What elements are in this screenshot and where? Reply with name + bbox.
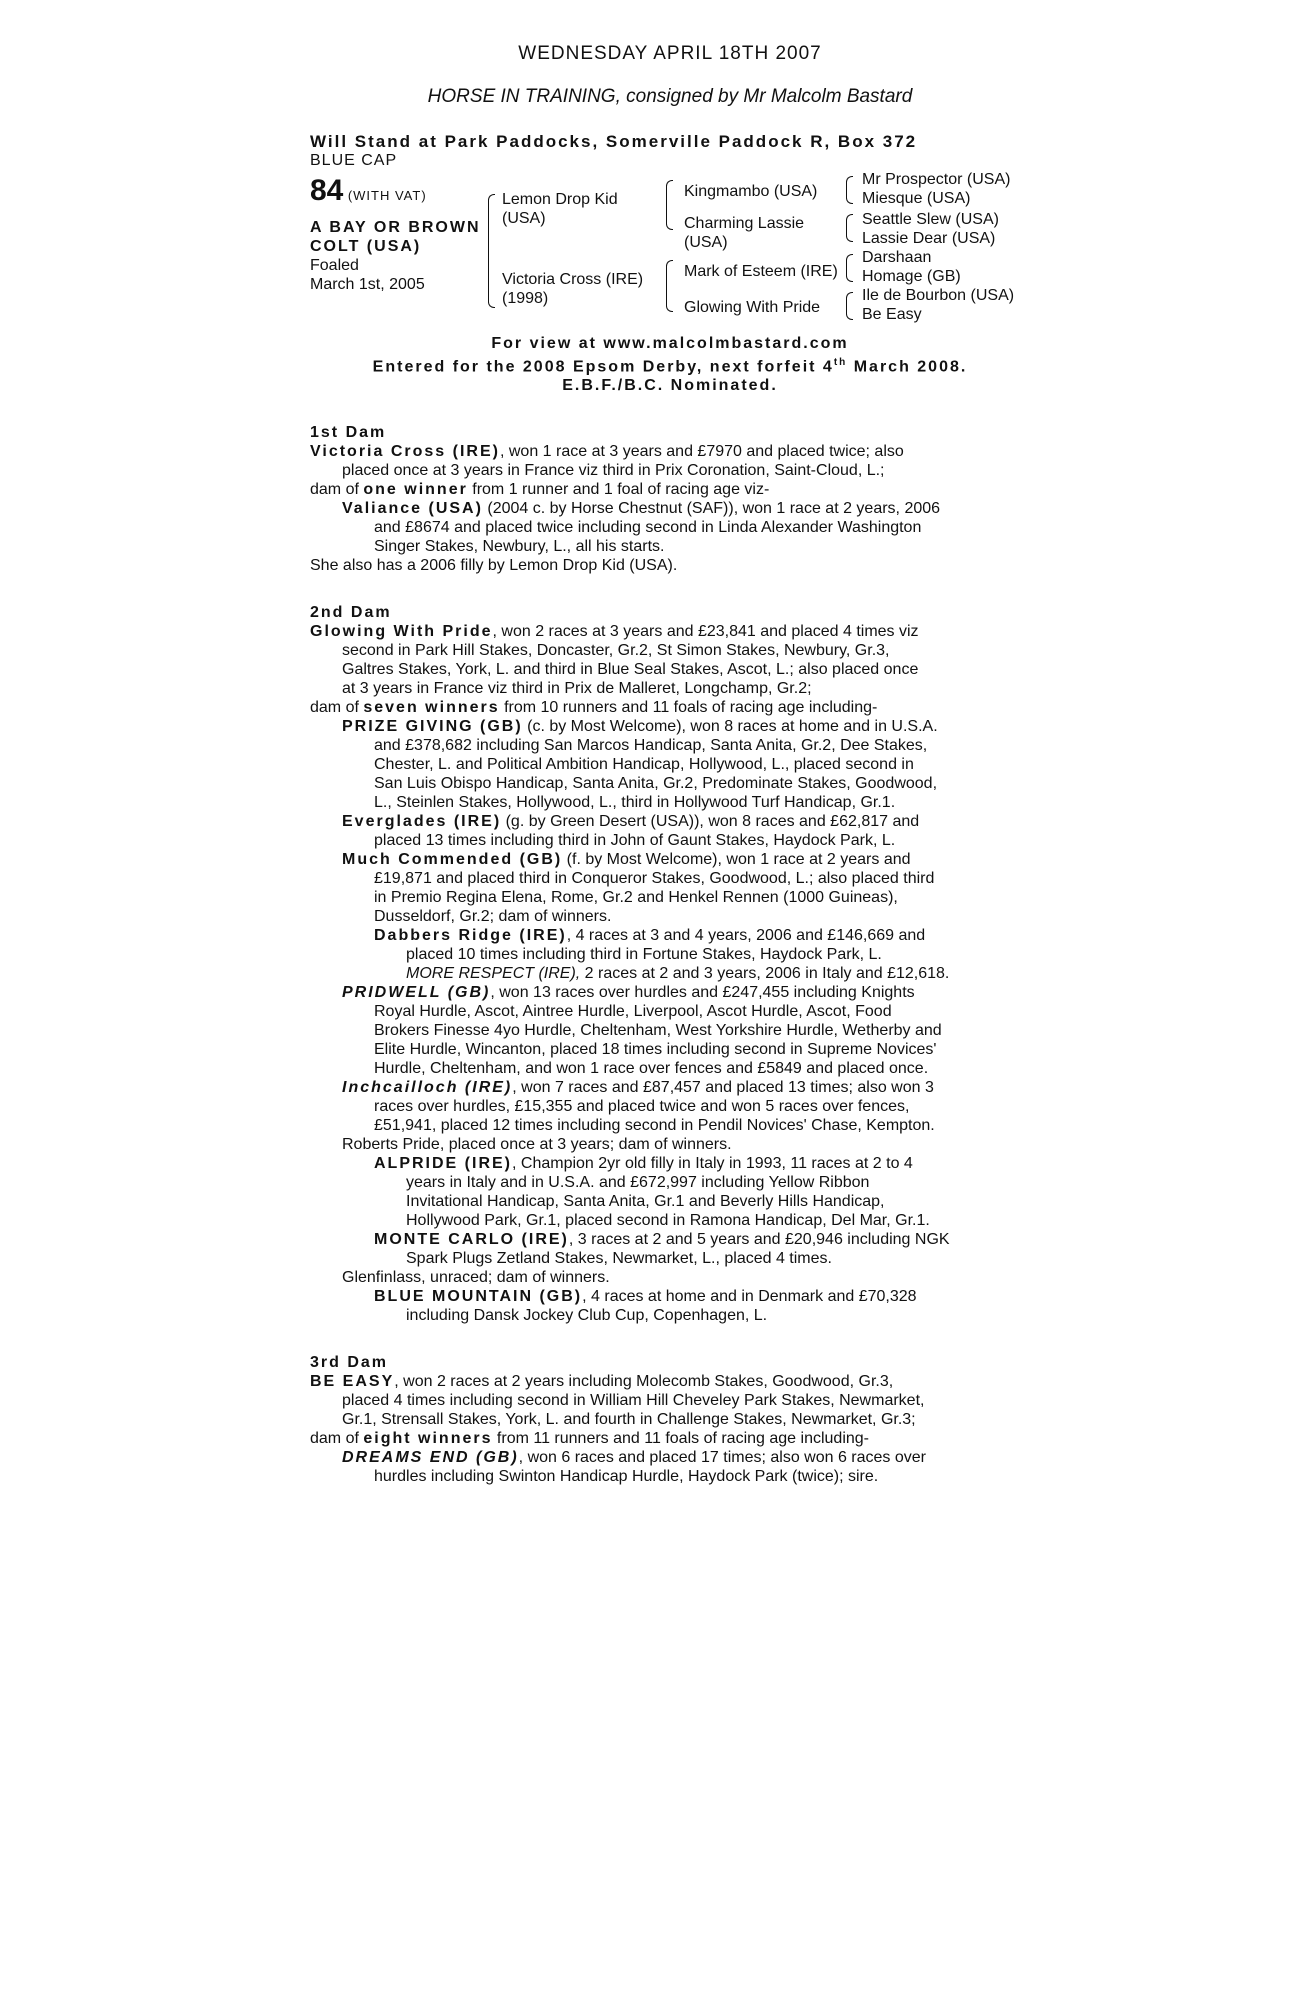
text-span: , 4 races at home and in Denmark and £70,328 bbox=[582, 1288, 917, 1306]
pedigree-brace-main bbox=[488, 194, 495, 308]
dam-dam: Glowing With Pride bbox=[684, 299, 821, 316]
text-span: dam of bbox=[310, 481, 364, 499]
text-line bbox=[310, 926, 1030, 945]
text-line: including Dansk Jockey Club Cup, Copenhagen, L. bbox=[406, 1307, 768, 1325]
text-line bbox=[310, 1448, 1030, 1467]
sire-brace bbox=[666, 180, 673, 230]
text-line: She also has a 2006 filly by Lemon Drop Kid (USA). bbox=[310, 557, 678, 575]
sire-name: Lemon Drop Kid bbox=[502, 191, 618, 208]
text-line: second in Park Hill Stakes, Doncaster, Gr.2, St Simon Stakes, Newbury, Gr.3, bbox=[342, 642, 890, 660]
progeny-name: DREAMS END (GB) bbox=[342, 1449, 519, 1467]
text-line bbox=[310, 1154, 1030, 1173]
progeny-name: Valiance (USA) bbox=[342, 500, 483, 518]
text-line bbox=[310, 1372, 1030, 1391]
text-line bbox=[310, 1429, 1030, 1448]
text-span: (f. by Most Welcome), won 1 race at 2 years and bbox=[562, 851, 911, 869]
text-span: from 11 runners and 11 foals of racing age including- bbox=[492, 1430, 869, 1448]
horse-description-2: COLT (USA) bbox=[310, 238, 422, 255]
ggp-5: Darshaan bbox=[862, 249, 932, 266]
text-line: Gr.1, Strensall Stakes, York, L. and fourth in Challenge Stakes, Newmarket, Gr.3; bbox=[342, 1411, 916, 1429]
dam-name: Victoria Cross (IRE) bbox=[310, 443, 500, 461]
text-line bbox=[310, 499, 1030, 518]
text-span: (c. by Most Welcome), won 8 races at home and in U.S.A. bbox=[522, 718, 938, 736]
text-span: (2004 c. by Horse Chestnut (SAF)), won 1 race at 2 years, 2006 bbox=[482, 500, 941, 518]
progeny-name: ALPRIDE (IRE) bbox=[374, 1155, 512, 1173]
text-line: Hollywood Park, Gr.1, placed second in Ramona Handicap, Del Mar, Gr.1. bbox=[406, 1212, 930, 1230]
text-line: £19,871 and placed third in Conqueror Stakes, Goodwood, L.; also placed third bbox=[374, 870, 935, 888]
ggp-7: Ile de Bourbon (USA) bbox=[862, 287, 1015, 304]
text-line: hurdles including Swinton Handicap Hurdle, Haydock Park (twice); sire. bbox=[374, 1468, 879, 1486]
dam-name: BE EASY bbox=[310, 1373, 395, 1391]
progeny-name: Dabbers Ridge (IRE) bbox=[374, 927, 567, 945]
winners-count: seven winners bbox=[363, 699, 500, 717]
ggp-2: Miesque (USA) bbox=[862, 190, 971, 207]
derby-text-b: March 2008. bbox=[847, 358, 968, 376]
ggp-8: Be Easy bbox=[862, 306, 922, 323]
section-heading: 1st Dam bbox=[310, 424, 387, 442]
progeny-name: Much Commended (GB) bbox=[342, 851, 563, 869]
ggp-brace-1 bbox=[846, 176, 853, 204]
text-line bbox=[310, 1230, 1030, 1249]
derby-text-a: Entered for the 2008 Epsom Derby, next forfeit 4 bbox=[372, 358, 834, 376]
ggp-3: Seattle Slew (USA) bbox=[862, 211, 999, 228]
dam-brace bbox=[666, 260, 673, 312]
text-line: Spark Plugs Zetland Stakes, Newmarket, L., placed 4 times. bbox=[406, 1250, 832, 1268]
progeny-name: BLUE MOUNTAIN (GB) bbox=[374, 1288, 583, 1306]
cap-color: BLUE CAP bbox=[310, 152, 398, 169]
horse-description-1: A BAY OR BROWN bbox=[310, 219, 481, 236]
vat-note: (WITH VAT) bbox=[347, 188, 427, 203]
text-span: from 1 runner and 1 foal of racing age viz- bbox=[467, 481, 770, 499]
text-line bbox=[310, 1287, 1030, 1306]
text-line: £51,941, placed 12 times including second in Pendil Novices' Chase, Kempton. bbox=[374, 1117, 935, 1135]
text-span: , won 2 races at 3 years and £23,841 and placed 4 times viz bbox=[492, 623, 919, 641]
text-line: L., Steinlen Stakes, Hollywood, L., third in Hollywood Turf Handicap, Gr.1. bbox=[374, 794, 896, 812]
text-line: Singer Stakes, Newbury, L., all his starts. bbox=[374, 538, 665, 556]
text-line: Dusseldorf, Gr.2; dam of winners. bbox=[374, 908, 612, 926]
sire-origin: (USA) bbox=[502, 210, 546, 227]
derby-entry bbox=[310, 353, 1030, 376]
progeny-name: Everglades (IRE) bbox=[342, 813, 502, 831]
text-line: placed 13 times including third in John of Gaunt Stakes, Haydock Park, L. bbox=[374, 832, 896, 850]
text-line: Roberts Pride, placed once at 3 years; dam of winners. bbox=[342, 1136, 732, 1154]
text-span: , won 1 race at 3 years and £7970 and placed twice; also bbox=[499, 443, 904, 461]
text-span: , won 7 races and £87,457 and placed 13 times; also won 3 bbox=[512, 1079, 934, 1097]
text-line: races over hurdles, £15,355 and placed twice and won 5 races over fences, bbox=[374, 1098, 910, 1116]
ggp-brace-4 bbox=[846, 292, 853, 320]
dam-year: (1998) bbox=[502, 290, 549, 307]
first-dam-section bbox=[310, 423, 1030, 575]
ggp-1: Mr Prospector (USA) bbox=[862, 171, 1011, 188]
text-span: 2 races at 2 and 3 years, 2006 in Italy and £12,618. bbox=[580, 965, 950, 983]
dam-sire: Mark of Esteem (IRE) bbox=[684, 263, 838, 280]
winners-count: eight winners bbox=[363, 1430, 493, 1448]
text-line bbox=[310, 1078, 1030, 1097]
text-line bbox=[310, 717, 1030, 736]
text-line bbox=[310, 622, 1030, 641]
ggp-4: Lassie Dear (USA) bbox=[862, 230, 996, 247]
text-line bbox=[310, 964, 1030, 983]
sire-dam-name: Charming Lassie bbox=[684, 215, 805, 232]
text-line bbox=[310, 698, 1030, 717]
text-line: and £8674 and placed twice including second in Linda Alexander Washington bbox=[374, 519, 922, 537]
progeny-name: PRIZE GIVING (GB) bbox=[342, 718, 523, 736]
text-line: years in Italy and in U.S.A. and £672,997 including Yellow Ribbon bbox=[406, 1174, 870, 1192]
progeny-name: Inchcailloch (IRE) bbox=[342, 1079, 513, 1097]
text-line bbox=[310, 812, 1030, 831]
foaled-label: Foaled bbox=[310, 257, 359, 274]
winners-count: one winner bbox=[363, 481, 468, 499]
text-line: Chester, L. and Political Ambition Handicap, Hollywood, L., placed second in bbox=[374, 756, 914, 774]
text-line bbox=[310, 983, 1030, 1002]
lot-number: 84 bbox=[310, 174, 344, 207]
text-line: placed once at 3 years in France viz third in Prix Coronation, Saint-Cloud, L.; bbox=[342, 462, 885, 480]
progeny-name: MONTE CARLO (IRE) bbox=[374, 1231, 569, 1249]
dam-name: Glowing With Pride bbox=[310, 623, 493, 641]
text-line: and £378,682 including San Marcos Handicap, Santa Anita, Gr.2, Dee Stakes, bbox=[374, 737, 928, 755]
text-line: at 3 years in France viz third in Prix de Malleret, Longchamp, Gr.2; bbox=[342, 680, 812, 698]
text-line bbox=[310, 850, 1030, 869]
ggp-brace-3 bbox=[846, 254, 853, 282]
text-line: Elite Hurdle, Wincanton, placed 18 times including second in Supreme Novices' bbox=[374, 1041, 937, 1059]
text-line: Glenfinlass, unraced; dam of winners. bbox=[342, 1269, 610, 1287]
section-heading: 2nd Dam bbox=[310, 604, 392, 622]
text-span: , Champion 2yr old filly in Italy in 1993, 11 races at 2 to 4 bbox=[512, 1155, 913, 1173]
sire-sire: Kingmambo (USA) bbox=[684, 183, 818, 200]
ggp-6: Homage (GB) bbox=[862, 268, 961, 285]
text-span: dam of bbox=[310, 1430, 364, 1448]
second-dam-section bbox=[310, 603, 1030, 1325]
text-line: Royal Hurdle, Ascot, Aintree Hurdle, Liverpool, Ascot Hurdle, Ascot, Food bbox=[374, 1003, 892, 1021]
text-span: dam of bbox=[310, 699, 364, 717]
ebf-note: E.B.F./B.C. Nominated. bbox=[562, 377, 778, 395]
third-dam-section bbox=[310, 1353, 1030, 1486]
text-span: , 3 races at 2 and 5 years and £20,946 including NGK bbox=[568, 1231, 950, 1249]
dam-name: Victoria Cross (IRE) bbox=[502, 271, 644, 288]
text-line: in Premio Regina Elena, Rome, Gr.2 and Henkel Rennen (1000 Guineas), bbox=[374, 889, 898, 907]
text-line: placed 4 times including second in William Hill Cheveley Park Stakes, Newmarket, bbox=[342, 1392, 925, 1410]
text-line: Galtres Stakes, York, L. and third in Blue Seal Stakes, Ascot, L.; also placed once bbox=[342, 661, 919, 679]
stand-location: Will Stand at Park Paddocks, Somerville Paddock R, Box 372 bbox=[310, 132, 918, 151]
progeny-name: MORE RESPECT (IRE), bbox=[406, 965, 581, 983]
progeny-name: PRIDWELL (GB) bbox=[342, 984, 491, 1002]
text-span: , won 13 races over hurdles and £247,455 including Knights bbox=[490, 984, 915, 1002]
text-span: , won 6 races and placed 17 times; also won 6 races over bbox=[518, 1449, 926, 1467]
view-note: For view at www.malcolmbastard.com bbox=[491, 335, 849, 352]
lot-info bbox=[310, 176, 485, 294]
text-line bbox=[310, 480, 1030, 499]
text-line: placed 10 times including third in Fortune Stakes, Haydock Park, L. bbox=[406, 946, 882, 964]
ggp-brace-2 bbox=[846, 214, 853, 242]
foaled-date: March 1st, 2005 bbox=[310, 276, 425, 293]
catalogue-page bbox=[310, 44, 1030, 1486]
text-span: , won 2 races at 2 years including Molecomb Stakes, Goodwood, Gr.3, bbox=[394, 1373, 894, 1391]
text-line: San Luis Obispo Handicap, Santa Anita, Gr.2, Predominate Stakes, Goodwood, bbox=[374, 775, 938, 793]
sire-dam-origin: (USA) bbox=[684, 234, 728, 251]
text-line: Invitational Handicap, Santa Anita, Gr.1 and Beverly Hills Handicap, bbox=[406, 1193, 885, 1211]
text-span: (g. by Green Desert (USA)), won 8 races and £62,817 and bbox=[501, 813, 920, 831]
consignor-line: HORSE IN TRAINING, consigned by Mr Malcolm Bastard bbox=[427, 86, 913, 107]
text-line bbox=[310, 442, 1030, 461]
derby-sup: th bbox=[833, 357, 848, 368]
pedigree-table bbox=[310, 171, 1030, 334]
text-line: Brokers Finesse 4yo Hurdle, Cheltenham, West Yorkshire Hurdle, Wetherby and bbox=[374, 1022, 942, 1040]
text-span: , 4 races at 3 and 4 years, 2006 and £146,669 and bbox=[566, 927, 926, 945]
section-heading: 3rd Dam bbox=[310, 1354, 389, 1372]
text-line: Hurdle, Cheltenham, and won 1 race over fences and £5849 and placed once. bbox=[374, 1060, 929, 1078]
text-span: from 10 runners and 11 foals of racing age including- bbox=[499, 699, 878, 717]
sale-date: WEDNESDAY APRIL 18TH 2007 bbox=[518, 43, 822, 64]
